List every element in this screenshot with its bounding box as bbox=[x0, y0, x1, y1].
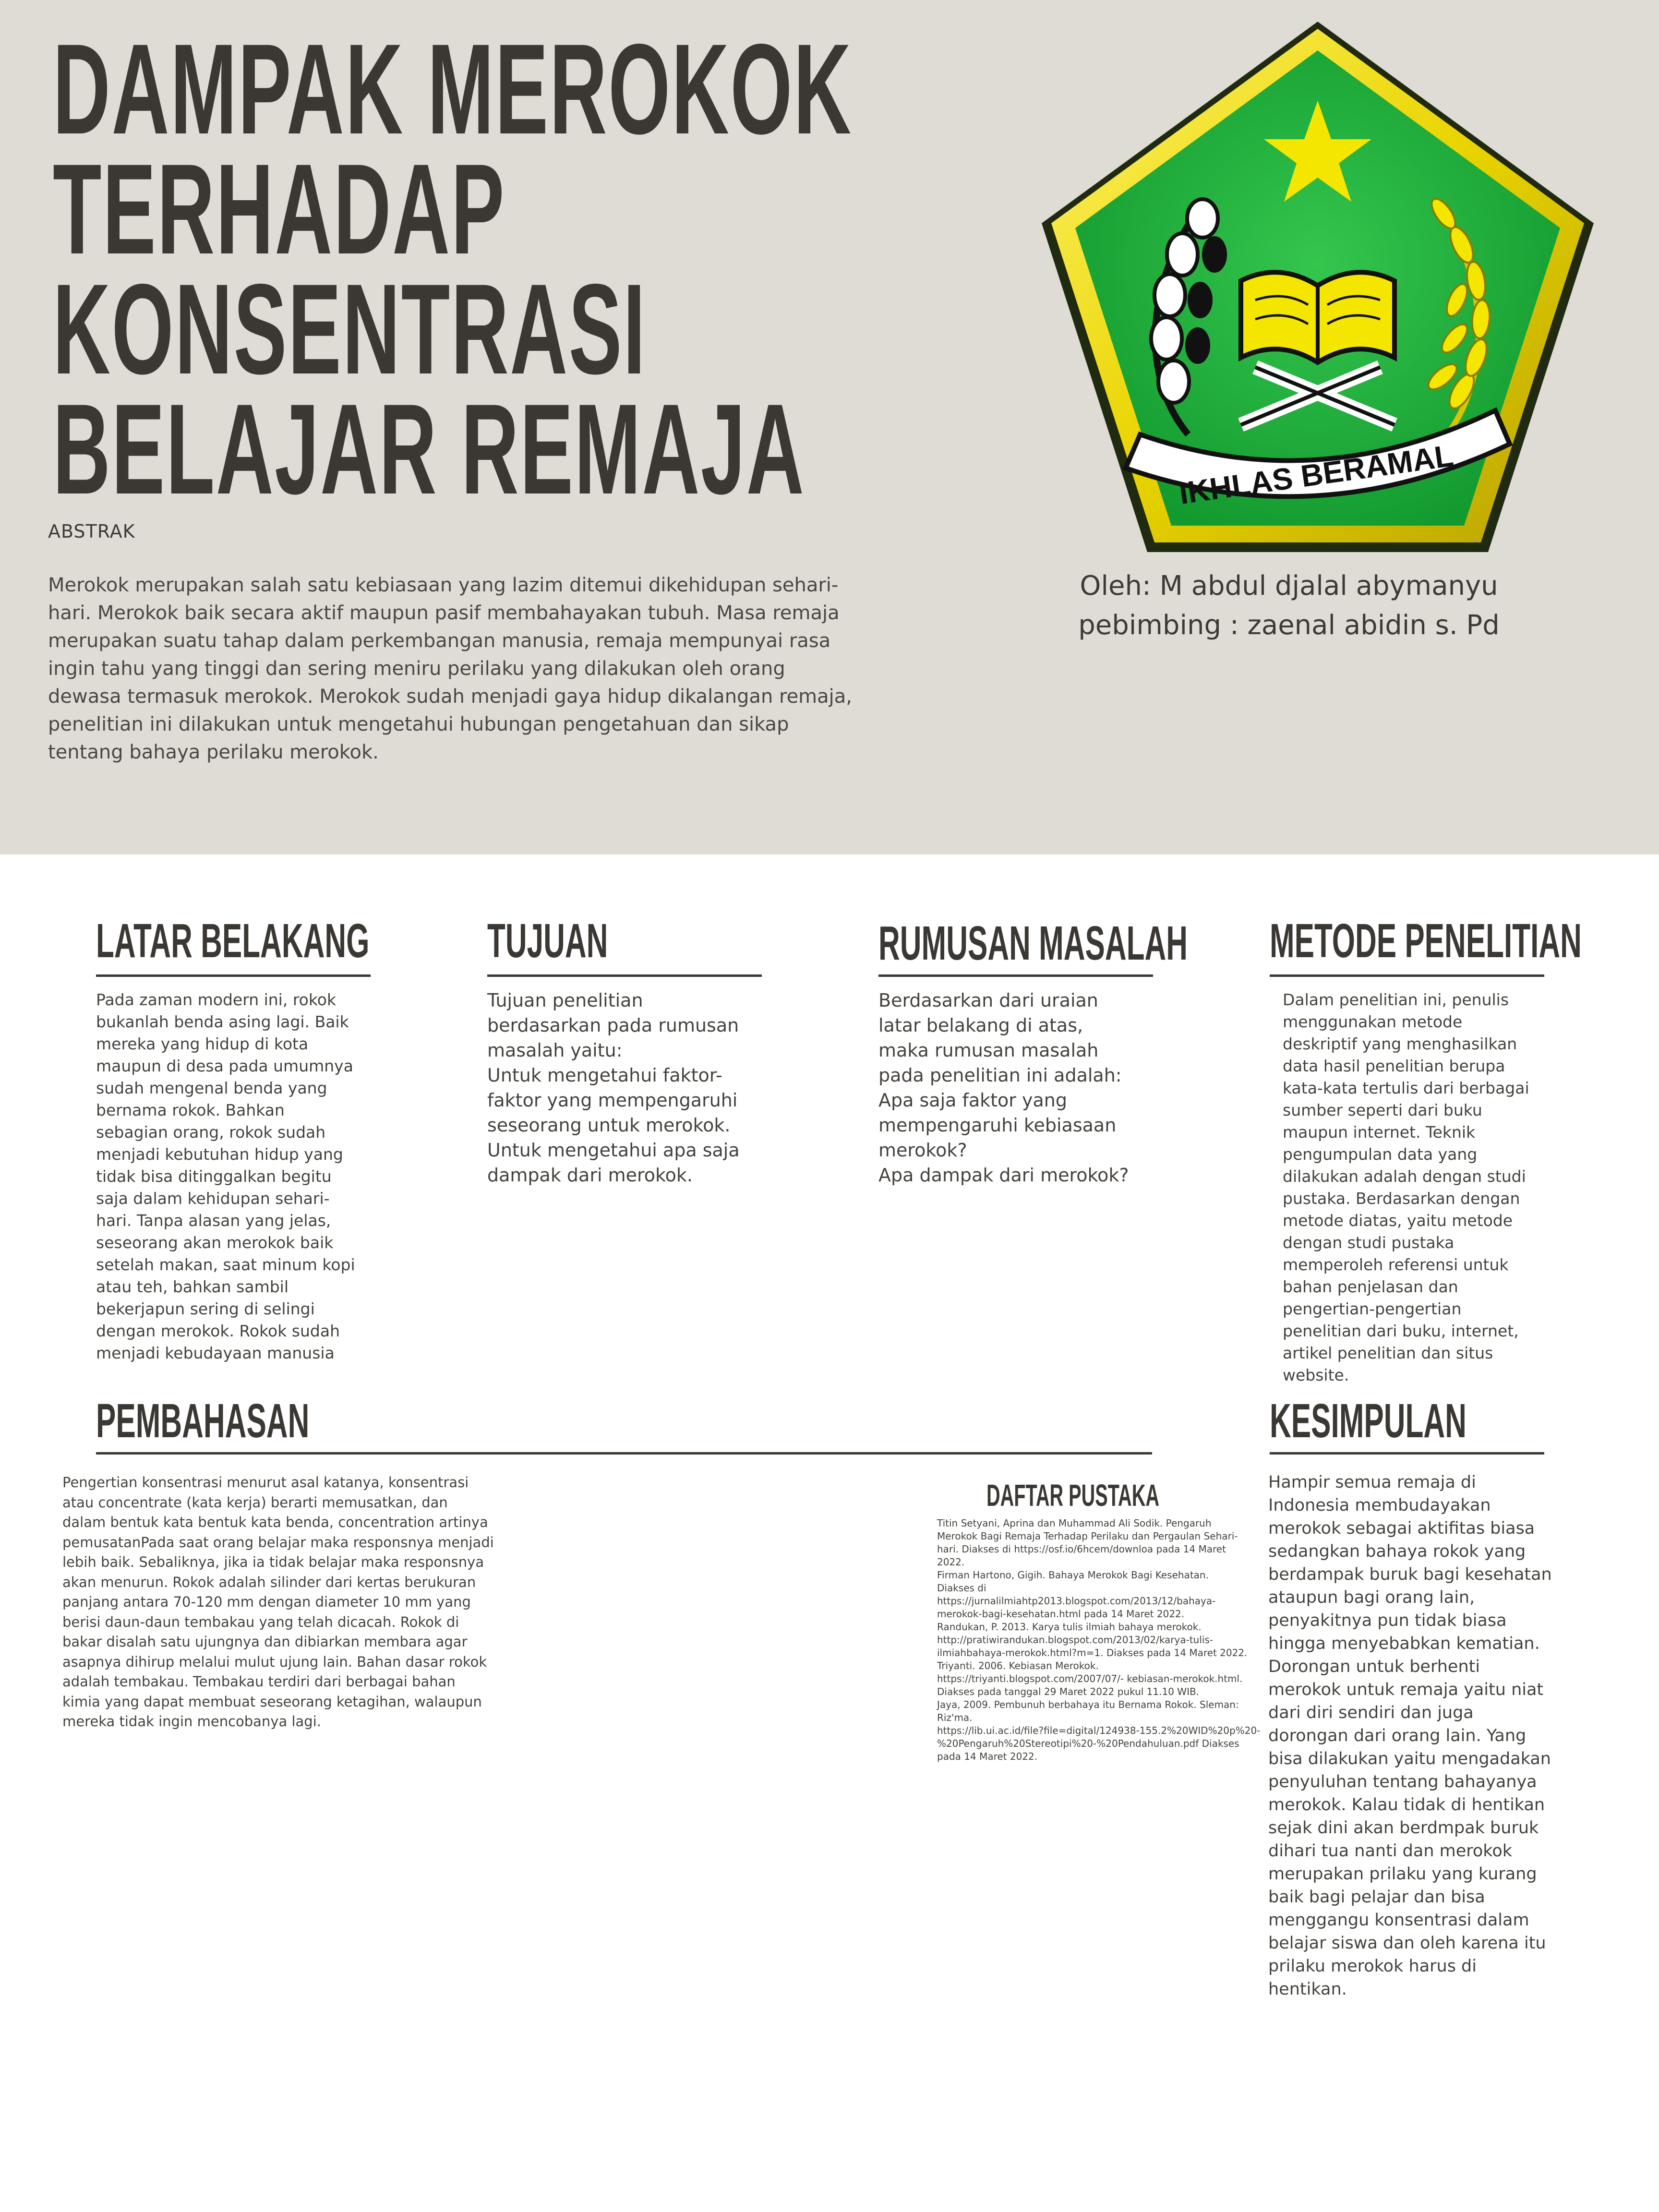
author-block bbox=[1037, 566, 1541, 645]
rumusan-line: Apa saja faktor yang mempengaruhi kebiasaan merokok? bbox=[878, 1090, 1117, 1161]
tujuan-line: Untuk mengetahui apa saja dampak dari merokok. bbox=[487, 1140, 740, 1186]
tujuan-text bbox=[487, 988, 746, 1188]
metode-penelitian-heading: METODE PENELITIAN bbox=[1270, 914, 1582, 968]
daftar-pustaka-heading: DAFTAR PUSTAKA bbox=[986, 1478, 1160, 1513]
title-line: BELAJAR REMAJA bbox=[53, 377, 805, 521]
kesimpulan-heading: KESIMPULAN bbox=[1270, 1394, 1467, 1448]
rumusan-line: Apa dampak dari merokok? bbox=[878, 1165, 1129, 1186]
metode-penelitian-text: Dalam penelitian ini, penulis menggunakan metode deskriptif yang menghasilkan data hasil penelitian berupa kata-kata tertulis dari berbagai sumber seperti dari buku maupun internet. Teknik pengumpulan data yang dilakukan adalah dengan studi pustaka. Berdasarkan dengan metode diatas, yaitu metode dengan studi pustaka memperoleh referensi untuk bahan penjelasan dan pengertian-pengertian penelitian dari buku, internet, artikel penelitian dan situs website. bbox=[1283, 990, 1529, 1384]
title-line: KONSENTRASI bbox=[53, 257, 647, 401]
section-divider bbox=[96, 1452, 1152, 1455]
rumusan-masalah-heading: RUMUSAN MASALAH bbox=[878, 916, 1188, 970]
section-divider bbox=[96, 974, 371, 977]
ministry-emblem-logo bbox=[1030, 12, 1606, 564]
title-line: TERHADAP bbox=[53, 137, 505, 281]
section-divider bbox=[878, 974, 1153, 977]
abstract-label: ABSTRAK bbox=[48, 521, 135, 542]
logo-text: IKHLAS BERAMAL bbox=[1177, 438, 1456, 511]
section-divider bbox=[1270, 974, 1544, 977]
section-divider bbox=[487, 974, 762, 977]
kesimpulan-text: Hampir semua remaja di Indonesia membudayakan merokok sebagai aktifitas biasa sedangkan bahaya rokok yang berdampak buruk bagi kesehatan ataupun bagi orang lain, penyakitnya pun tidak biasa hingga menyebabkan kematian. Dorongan untuk berhenti merokok untuk remaja yaitu niat dari diri sendiri dan juga dorongan dari orang lain. Yang bisa dilakukan yaitu mengadakan penyuluhan tentang bahayanya merokok. Kalau tidak di hentikan sejak dini akan berdmpak buruk dihari tua nanti dan merokok merupakan prilaku yang kurang baik bagi pelajar dan bisa menggangu konsentrasi dalam belajar siswa dan oleh karena itu prilaku merokok harus di hentikan. bbox=[1268, 1473, 1552, 1999]
abstract-text: Merokok merupakan salah satu kebiasaan yang lazim ditemui dikehidupan sehari-hari. Merokok baik secara aktif maupun pasif membahayakan tubuh. Masa remaja merupakan suatu tahap dalam perkembangan manusia, remaja mempunyai rasa ingin tahu yang tinggi dan sering meniru perilaku yang dilakukan oleh orang dewasa termasuk merokok. Merokok sudah menjadi gaya hidup dikalangan remaja, penelitian ini dilakukan untuk mengetahui hubungan pengetahuan dan sikap tentang bahaya perilaku merokok. bbox=[48, 574, 852, 763]
pembahasan-text: Pengertian konsentrasi menurut asal katanya, konsentrasi atau concentrate (kata kerja) berarti memusatkan, dan dalam bentuk kata bentuk kata benda, concentration artinya pemusatanPada saat orang belajar maka responsnya menjadi lebih baik. Sebaliknya, jika ia tidak belajar maka responsnya akan menurun. Rokok adalah silinder dari kertas berukuran panjang antara 70-120 mm dengan diameter 10 mm yang berisi daun-daun tembakau yang telah dicacah. Rokok di bakar disalah satu ujungnya dan dibiarkan membara agar asapnya dihirup melalui mulut ujung lain. Bahan dasar rokok adalah tembakau. Tembakau terdiri dari berbagai bahan kimia yang dapat membuat seseorang ketagihan, walaupun mereka tidak ingin mencobanya lagi. bbox=[62, 1474, 494, 1730]
tujuan-line: Untuk mengetahui faktor-faktor yang mempengaruhi seseorang untuk merokok. bbox=[487, 1065, 738, 1136]
tujuan-line: Tujuan penelitian berdasarkan pada rumusan masalah yaitu: bbox=[487, 990, 739, 1061]
rumusan-line: Berdasarkan dari uraian latar belakang di atas, maka rumusan masalah pada penelitian ini adalah: bbox=[878, 990, 1122, 1086]
daftar-pustaka-text: Titin Setyani, Aprina dan Muhammad Ali Sodik. Pengaruh Merokok Bagi Remaja Terhadap Perilaku dan Pergaulan Sehari- hari. Diakses di https://osf.io/6hcem/downloa pada 14 Maret 2022. Firman Hartono, Gigih. Bahaya Merokok Bagi Kesehatan. Diakses di https://jurnalilmiahtp2013.blogspot.com/2013/12/bahaya- merokok-bagi-kesehatan.html pada 14 Maret 2022. Randukan, P. 2013. Karya tulis ilmiah bahaya merokok. http://pratiwirandukan.blogspot.com/2013/02/karya-tulis- ilmiahbahaya-merokok.html?m=1. Diakses pada 14 Maret 2022. Triyanti. 2006. Kebiasan Merokok. https://triyanti.blogspot.com/2007/07/- kebiasan-merokok.html. Diakses pada tanggal 29 Maret 2022 pukul 11.10 WIB. Jaya, 2009. Pembunuh berbahaya itu Bernama Rokok. Sleman: Riz'ma. https://lib.ui.ac.id/file?file=digital/124938-155.2%20WID%20p%20- %20Pengaruh%20Stereotipi%20-%20Pendahuluan.pdf Diakses pada 14 Maret 2022. bbox=[937, 1517, 1261, 1762]
section-divider bbox=[1270, 1452, 1544, 1455]
pembahasan-heading: PEMBAHASAN bbox=[96, 1394, 310, 1448]
title-line: DAMPAK MEROKOK bbox=[53, 17, 853, 161]
latar-belakang-heading: LATAR BELAKANG bbox=[96, 914, 370, 968]
poster-title bbox=[53, 17, 853, 521]
latar-belakang-text: Pada zaman modern ini, rokok bukanlah benda asing lagi. Baik mereka yang hidup di kota maupun di desa pada umumnya sudah mengenal benda yang bernama rokok. Bahkan sebagian orang, rokok sudah menjadi kebutuhan hidup yang tidak bisa ditinggalkan begitu saja dalam kehidupan sehari-hari. Tanpa alasan yang jelas, seseorang akan merokok baik setelah makan, saat minum kopi atau teh, bahkan sambil bekerjapun sering di selingi dengan merokok. Rokok sudah menjadi kebudayaan manusia bbox=[96, 990, 355, 1362]
rumusan-masalah-text bbox=[878, 988, 1138, 1188]
tujuan-heading: TUJUAN bbox=[487, 914, 608, 968]
author-name: Oleh: M abdul djalal abymanyu bbox=[1080, 570, 1498, 601]
supervisor-name: pebimbing : zaenal abidin s. Pd bbox=[1078, 610, 1500, 641]
